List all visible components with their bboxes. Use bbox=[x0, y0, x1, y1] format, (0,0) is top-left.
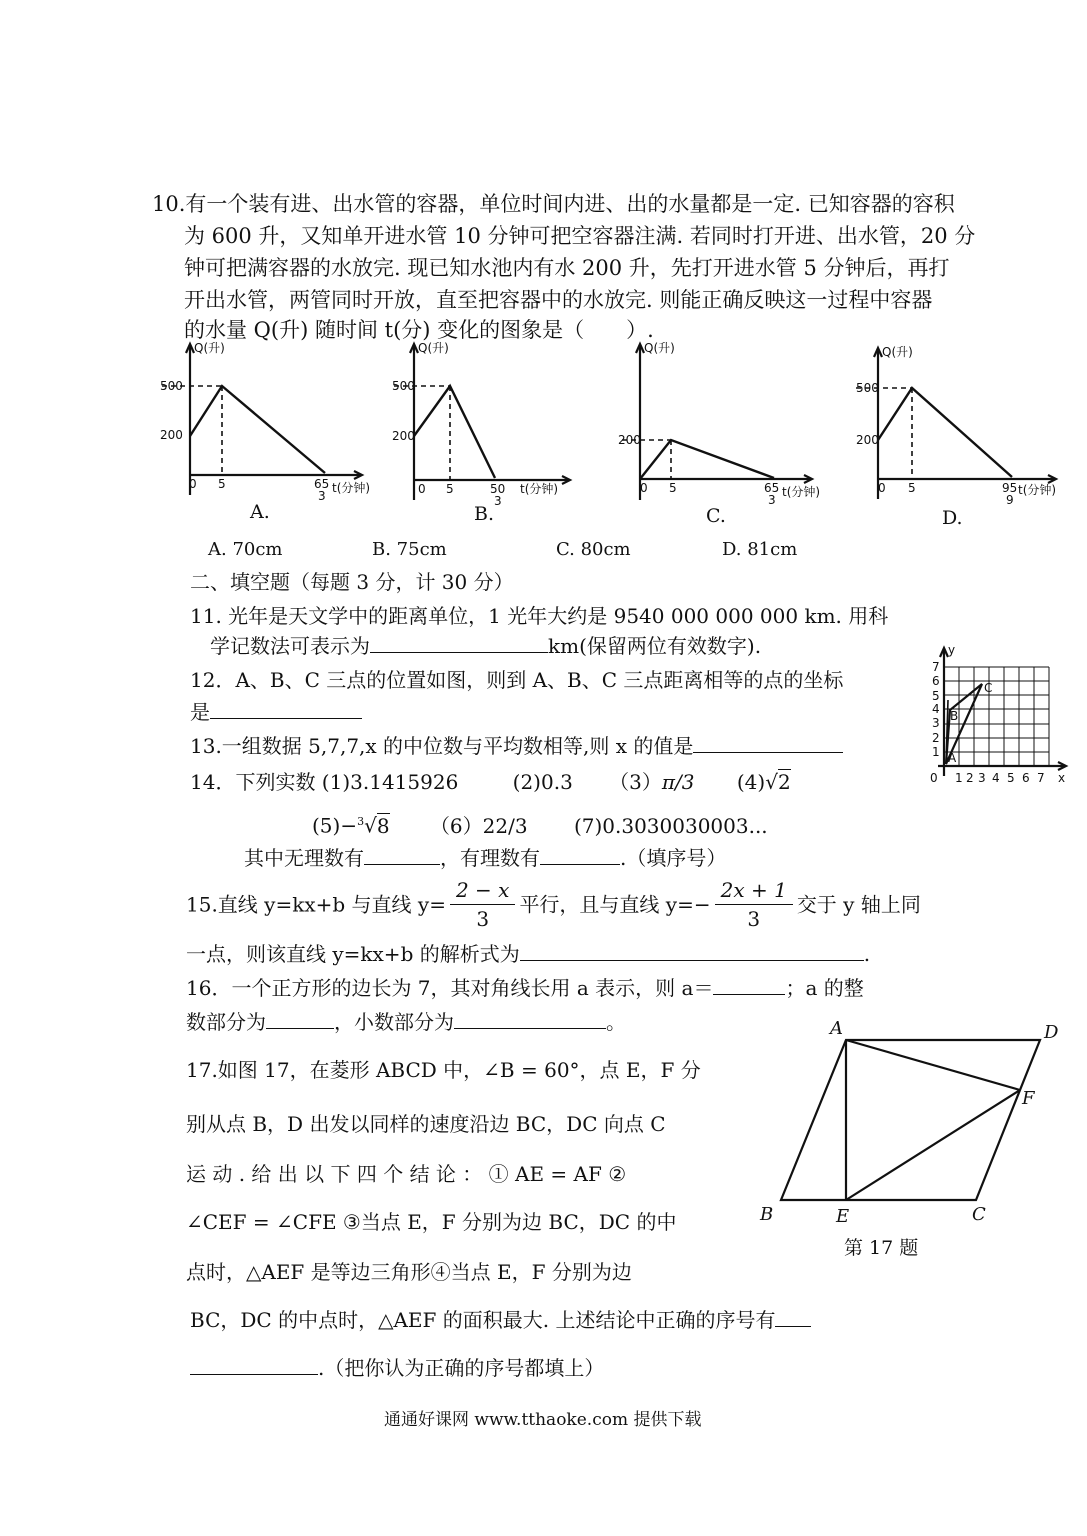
graph-a-xlabel: t(分钟) bbox=[332, 481, 371, 495]
graph-c-x0: 0 bbox=[640, 481, 648, 495]
q14-cbrt-index: 3 bbox=[357, 815, 365, 828]
grid-xaxis-label: x bbox=[1058, 771, 1066, 785]
grid-y5: 5 bbox=[932, 689, 940, 703]
q14-line-2 bbox=[312, 810, 768, 838]
q15-fraction-2 bbox=[715, 876, 793, 933]
graph-c-x5: 5 bbox=[669, 481, 677, 495]
graph-d-xlabel: t(分钟) bbox=[1018, 483, 1057, 497]
graph-b-y500: 500 bbox=[392, 379, 415, 393]
graph-c bbox=[614, 340, 839, 530]
grid-x1: 1 bbox=[955, 771, 963, 785]
graph-d-y200: 200 bbox=[856, 433, 879, 447]
q11-line-1: 11. 光年是天文学中的距离单位，1 光年大约是 9540 000 000 000 km. 用科 bbox=[190, 604, 889, 628]
q16-text-d: ，小数部分为 bbox=[334, 1010, 454, 1034]
graph-b-y200: 200 bbox=[392, 429, 415, 443]
grid-point-a: A bbox=[948, 751, 957, 765]
grid-origin: 0 bbox=[930, 771, 938, 785]
q16-text-a: 16．一个正方形的边长为 7，其对角线长用 a 表示，则 a＝ bbox=[186, 976, 714, 1000]
graph-a-y200: 200 bbox=[160, 428, 183, 442]
q13-text: 13.一组数据 5,7,7,x 的中位数与平均数相等,则 x 的值是 bbox=[190, 734, 694, 758]
q17-line-7 bbox=[190, 1356, 604, 1380]
q16-text-b: ；a 的整 bbox=[785, 976, 864, 1000]
choice-c: C. 80cm bbox=[556, 539, 631, 560]
graph-c-y200: 200 bbox=[618, 433, 641, 447]
q17-line-2: 别从点 B，D 出发以同样的速度沿边 BC，DC 向点 C bbox=[186, 1112, 666, 1136]
q10-line-4: 开出水管，两管同时开放，直至把容器中的水放完. 则能正确反映这一过程中容器 bbox=[184, 288, 933, 312]
grid-yaxis-label: y bbox=[948, 643, 956, 657]
choice-d: D. 81cm bbox=[722, 539, 798, 560]
grid-x7: 7 bbox=[1037, 771, 1045, 785]
q14-line-3 bbox=[244, 846, 726, 870]
q15-line-1 bbox=[186, 876, 921, 933]
q17-line-6 bbox=[190, 1308, 811, 1332]
graph-b-xlabel: t(分钟) bbox=[520, 482, 559, 496]
graph-b-x5: 5 bbox=[446, 482, 454, 496]
graph-c-xend-num: 65 bbox=[764, 481, 780, 495]
q15-fraction-2-den: 3 bbox=[747, 907, 761, 931]
graph-c-xlabel: t(分钟) bbox=[782, 485, 821, 499]
q14-item-6: （6）22/3 bbox=[429, 813, 528, 838]
grid-y2: 2 bbox=[932, 731, 940, 745]
graph-b-xend-den: 3 bbox=[494, 494, 502, 508]
q14-text-c: .（填序号） bbox=[620, 846, 727, 870]
q14-line-1 bbox=[190, 770, 791, 794]
q10-line-3: 钟可把满容器的水放完. 现已知水池内有水 200 升，先打开进水管 5 分钟后，再打 bbox=[184, 256, 950, 280]
q14-rational-blank[interactable] bbox=[540, 846, 620, 865]
graph-a-caption: A. bbox=[250, 501, 270, 523]
graph-b-ylabel: Q(升) bbox=[418, 341, 449, 355]
grid-x2: 2 bbox=[966, 771, 974, 785]
grid-x4: 4 bbox=[992, 771, 1000, 785]
sqrt-icon: √ bbox=[765, 770, 778, 794]
q15-fraction-1 bbox=[450, 876, 515, 933]
graph-d-x5: 5 bbox=[908, 481, 916, 495]
grid-x3: 3 bbox=[978, 771, 986, 785]
grid-y7: 7 bbox=[932, 660, 940, 674]
q15-text-d: 一点，则该直线 y=kx+b 的解析式为 bbox=[186, 942, 520, 966]
q16-integer-blank[interactable] bbox=[266, 1010, 334, 1029]
graph-c-ylabel: Q(升) bbox=[644, 341, 675, 355]
q15-line-2 bbox=[186, 942, 870, 966]
q14-irrational-blank[interactable] bbox=[364, 846, 440, 865]
q17-line-5: 点时，△AEF 是等边三角形④当点 E，F 分别为边 bbox=[186, 1260, 632, 1284]
grid-y3: 3 bbox=[932, 716, 940, 730]
graph-a-xend-den: 3 bbox=[318, 489, 326, 503]
q10-line-1: 10.有一个装有进、出水管的容器，单位时间内进、出的水量都是一定. 已知容器的容积 bbox=[152, 192, 955, 216]
rhombus-label-b: B bbox=[760, 1204, 774, 1225]
grid-y6: 6 bbox=[932, 674, 940, 688]
q14-item-4: 2 bbox=[777, 770, 791, 794]
grid-y4: 4 bbox=[932, 702, 940, 716]
q14-item-3-prefix: （3） bbox=[609, 770, 662, 794]
graph-a-y500: 500 bbox=[160, 379, 183, 393]
q15-text-e: . bbox=[863, 942, 871, 966]
rhombus-label-c: C bbox=[972, 1204, 986, 1225]
q15-answer-blank[interactable] bbox=[520, 942, 864, 961]
rhombus-label-d: D bbox=[1044, 1022, 1059, 1043]
q17-answer-blank-1[interactable] bbox=[775, 1308, 811, 1327]
q12-answer-blank[interactable] bbox=[210, 700, 362, 719]
graph-d-xend-num: 95 bbox=[1002, 481, 1018, 495]
grid-y1: 1 bbox=[932, 745, 940, 759]
grid-x6: 6 bbox=[1022, 771, 1030, 785]
q14-item-3: π/3 bbox=[661, 770, 695, 794]
q13-answer-blank[interactable] bbox=[693, 734, 843, 753]
q12-text: 是 bbox=[190, 700, 210, 724]
graph-c-caption: C. bbox=[706, 505, 726, 527]
q14-item-1: 14．下列实数 (1)3.1415926 bbox=[190, 770, 459, 794]
q16-decimal-blank[interactable] bbox=[454, 1010, 606, 1029]
q17-figure-caption: 第 17 题 bbox=[844, 1237, 919, 1259]
q14-text-b: ，有理数有 bbox=[440, 846, 540, 870]
graph-a-ylabel: Q(升) bbox=[194, 341, 225, 355]
q16-line-1 bbox=[186, 976, 864, 1000]
q14-item-2: (2)0.3 bbox=[512, 770, 573, 794]
q11-text-b: km(保留两位有效数字). bbox=[548, 634, 762, 658]
graph-d-y500: 500 bbox=[856, 381, 879, 395]
graph-b-xend-num: 50 bbox=[490, 482, 506, 496]
rhombus-label-a: A bbox=[830, 1018, 843, 1039]
q17-line-1: 17.如图 17，在菱形 ABCD 中，∠B = 60°，点 E，F 分 bbox=[186, 1058, 701, 1082]
q16-line-2 bbox=[186, 1010, 626, 1034]
q12-line-2 bbox=[190, 700, 362, 724]
q14-item-4-prefix: (4) bbox=[736, 770, 766, 794]
q15-fraction-1-num: 2 − x bbox=[450, 876, 515, 905]
q15-fraction-2-num: 2x + 1 bbox=[715, 876, 793, 905]
graph-b-x0: 0 bbox=[418, 482, 426, 496]
q15-fraction-1-den: 3 bbox=[476, 907, 490, 931]
section-heading: 二、填空题（每题 3 分，计 30 分） bbox=[190, 570, 514, 594]
q15-text-c: 交于 y 轴上同 bbox=[796, 892, 921, 917]
graph-d-xend-den: 9 bbox=[1006, 493, 1014, 507]
rhombus-label-e: E bbox=[836, 1206, 850, 1227]
choice-a: A. 70cm bbox=[208, 539, 283, 560]
q17-rhombus-figure bbox=[750, 1016, 1070, 1266]
graph-d-caption: D. bbox=[942, 507, 963, 529]
graph-d-x0: 0 bbox=[878, 481, 886, 495]
cbrt-icon: √ bbox=[364, 813, 377, 838]
q10-line-2: 为 600 升，又知单开进水管 10 分钟可把空容器注满. 若同时打开进、出水管，20 分 bbox=[184, 224, 976, 248]
q14-text-a: 其中无理数有 bbox=[244, 846, 364, 870]
q14-item-5-prefix: (5)− bbox=[312, 813, 358, 838]
q16-text-e: 。 bbox=[606, 1010, 626, 1034]
q17-answer-blank-2[interactable] bbox=[190, 1356, 318, 1375]
grid-x5: 5 bbox=[1007, 771, 1015, 785]
q11-line-2 bbox=[210, 634, 761, 658]
q11-answer-blank[interactable] bbox=[370, 634, 548, 653]
q17-line-4: ∠CEF = ∠CFE ③当点 E，F 分别为边 BC，DC 的中 bbox=[186, 1210, 677, 1234]
q14-item-5: 8 bbox=[376, 813, 390, 838]
graph-b-caption: B. bbox=[474, 503, 495, 525]
q17-text-f: BC，DC 的中点时，△AEF 的面积最大. 上述结论中正确的序号有 bbox=[190, 1308, 776, 1332]
q17-text-g: .（把你认为正确的序号都填上） bbox=[318, 1356, 605, 1380]
rhombus-label-f: F bbox=[1022, 1088, 1035, 1109]
graph-a-x5: 5 bbox=[218, 477, 226, 491]
page-footer: 通通好课网 www.tthaoke.com 提供下载 bbox=[384, 1410, 702, 1430]
q11-text-a: 学记数法可表示为 bbox=[210, 634, 370, 658]
q17-line-3: 运 动 . 给 出 以 下 四 个 结 论 ： ① AE = AF ② bbox=[186, 1162, 627, 1186]
q10-line-5: 的水量 Q(升) 随时间 t(分) 变化的图象是（ ）. bbox=[184, 318, 654, 342]
q12-line-1: 12．A、B、C 三点的位置如图，则到 A、B、C 三点距离相等的点的坐标 bbox=[190, 668, 844, 692]
graph-d-ylabel: Q(升) bbox=[882, 345, 913, 359]
graph-a-xend-num: 65 bbox=[314, 477, 330, 491]
grid-point-b: B bbox=[950, 709, 959, 723]
q15-text-a: 15.直线 y=kx+b 与直线 y= bbox=[186, 892, 446, 917]
q12-grid-figure bbox=[908, 640, 1076, 790]
q16-a-blank[interactable] bbox=[713, 976, 785, 995]
graph-c-xend-den: 3 bbox=[768, 493, 776, 507]
grid-point-c: C bbox=[984, 681, 993, 695]
q14-item-7: (7)0.3030030003... bbox=[573, 813, 768, 838]
q16-text-c: 数部分为 bbox=[186, 1010, 266, 1034]
q15-text-b: 平行，且与直线 y=− bbox=[519, 892, 711, 917]
graph-a-x0: 0 bbox=[189, 477, 197, 491]
choice-b: B. 75cm bbox=[372, 539, 447, 560]
q13-line bbox=[190, 734, 843, 758]
